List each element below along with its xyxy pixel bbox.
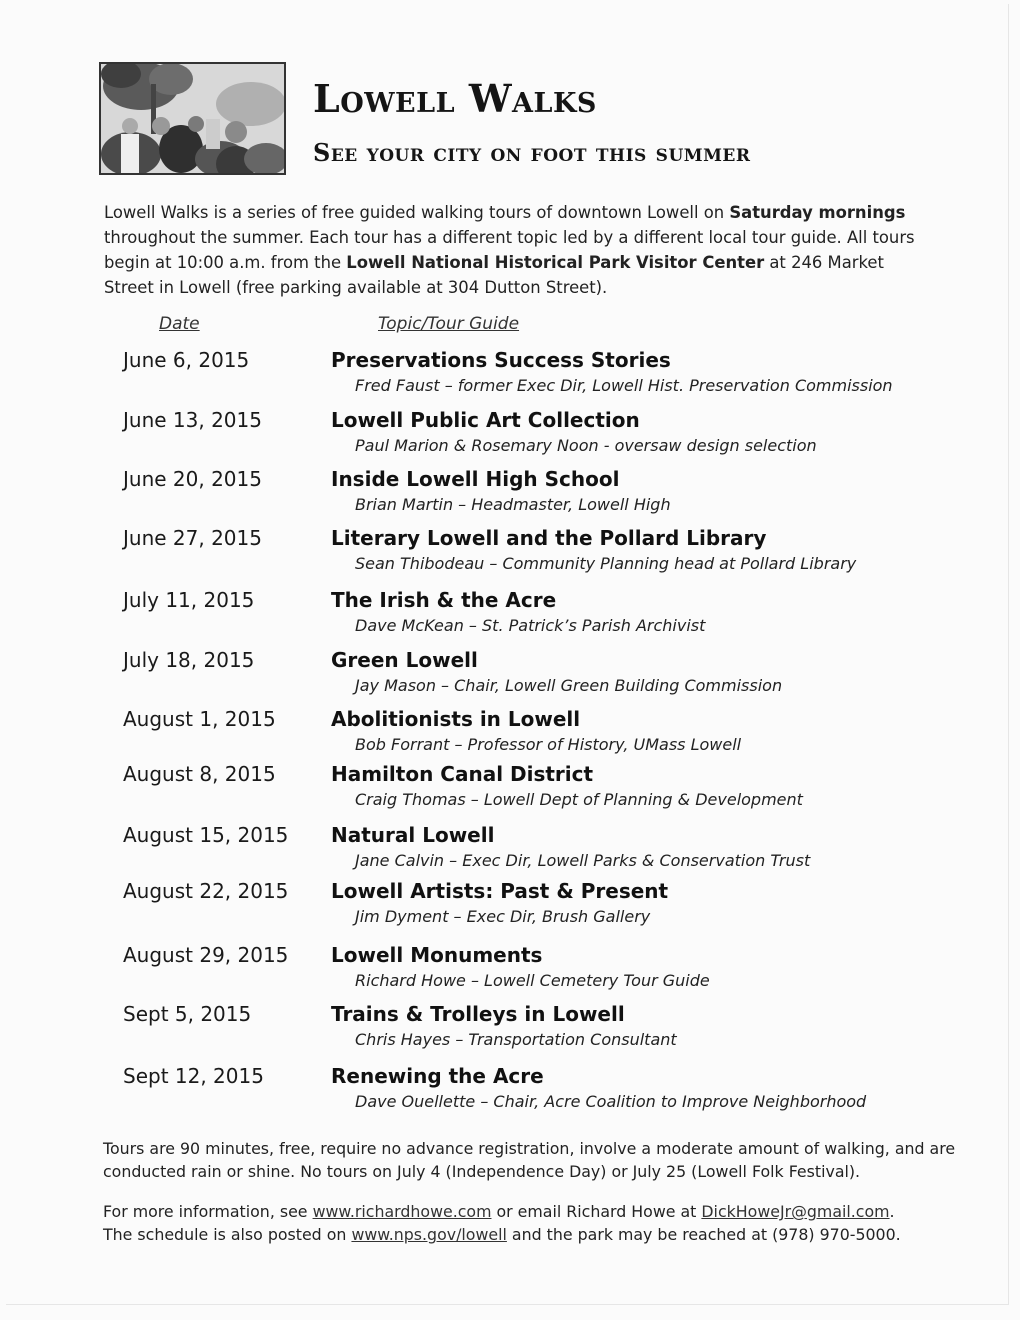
tour-guide: Sean Thibodeau – Community Planning head at Pollard Library xyxy=(355,554,857,573)
tour-guide: Jane Calvin – Exec Dir, Lowell Parks & Conservation Trust xyxy=(355,851,811,870)
intro-text-1: Lowell Walks is a series of free guided walking tours of downtown Lowell on xyxy=(104,203,730,222)
page-subtitle: See your city on foot this summer xyxy=(313,138,751,167)
intro-text-3: at 246 Market Street in Lowell (free parking available at 304 Dutton Street). xyxy=(104,253,884,297)
intro-text-2: throughout the summer. Each tour has a different topic led by a different local tour guide. All tours begin at 10:00 a.m. from the xyxy=(104,228,915,272)
schedule-posted-text: The schedule is also posted on xyxy=(103,1225,352,1244)
intro-paragraph xyxy=(104,200,934,300)
tour-date: Sept 5, 2015 xyxy=(123,1002,252,1026)
crowd-photo xyxy=(99,62,286,175)
tour-date: June 20, 2015 xyxy=(123,467,262,491)
tour-guide: Richard Howe – Lowell Cemetery Tour Guide xyxy=(355,971,710,990)
tour-guide: Dave Ouellette – Chair, Acre Coalition to Improve Neighborhood xyxy=(355,1092,867,1111)
tour-topic: Natural Lowell xyxy=(331,823,495,847)
tour-guide: Dave McKean – St. Patrick’s Parish Archivist xyxy=(355,616,706,635)
tour-date: August 29, 2015 xyxy=(123,943,289,967)
tour-date: August 8, 2015 xyxy=(123,762,276,786)
tour-guide: Chris Hayes – Transportation Consultant xyxy=(355,1030,677,1049)
tour-topic: Lowell Monuments xyxy=(331,943,543,967)
tours-note: Tours are 90 minutes, free, require no advance registration, involve a moderate amount of walking, and are conducted rain or shine. No tours on July 4 (Independence Day) or July 25 (Lowell Folk Festival). xyxy=(103,1139,956,1181)
tour-topic: Literary Lowell and the Pollard Library xyxy=(331,526,767,550)
website-link[interactable]: www.richardhowe.com xyxy=(312,1202,492,1221)
tour-topic: Abolitionists in Lowell xyxy=(331,707,581,731)
page-title: Lowell Walks xyxy=(313,76,597,121)
tour-date: July 11, 2015 xyxy=(123,588,255,612)
tour-guide: Fred Faust – former Exec Dir, Lowell Hist. Preservation Commission xyxy=(355,376,893,395)
tour-topic: Trains & Trolleys in Lowell xyxy=(331,1002,625,1026)
date-column-header: Date xyxy=(159,314,200,334)
tour-date: June 6, 2015 xyxy=(123,348,250,372)
tour-topic: The Irish & the Acre xyxy=(331,588,557,612)
email-text: or email Richard Howe at xyxy=(491,1202,702,1221)
tour-date: August 1, 2015 xyxy=(123,707,276,731)
topic-column-header: Topic/Tour Guide xyxy=(378,314,520,334)
tour-guide: Craig Thomas – Lowell Dept of Planning & Development xyxy=(355,790,803,809)
nps-link[interactable]: www.nps.gov/lowell xyxy=(351,1225,507,1244)
tour-date: June 27, 2015 xyxy=(123,526,262,550)
tour-topic: Preservations Success Stories xyxy=(331,348,671,372)
tour-topic: Inside Lowell High School xyxy=(331,467,620,491)
tour-topic: Lowell Public Art Collection xyxy=(331,408,640,432)
email-suffix: . xyxy=(889,1202,895,1221)
tour-guide: Paul Marion & Rosemary Noon - oversaw design selection xyxy=(355,436,817,455)
email-link[interactable]: DickHoweJr@gmail.com xyxy=(701,1202,890,1221)
contact-info xyxy=(103,1200,963,1246)
phone-text: and the park may be reached at (978) 970-5000. xyxy=(506,1225,901,1244)
tour-date: August 15, 2015 xyxy=(123,823,289,847)
tour-guide: Bob Forrant – Professor of History, UMass Lowell xyxy=(355,735,742,754)
tour-guide: Brian Martin – Headmaster, Lowell High xyxy=(355,495,671,514)
tour-topic: Renewing the Acre xyxy=(331,1064,544,1088)
tour-guide: Jim Dyment – Exec Dir, Brush Gallery xyxy=(355,907,651,926)
tour-guide: Jay Mason – Chair, Lowell Green Building Commission xyxy=(355,676,783,695)
tour-date: August 22, 2015 xyxy=(123,879,289,903)
more-info-text: For more information, see xyxy=(103,1202,313,1221)
tour-topic: Green Lowell xyxy=(331,648,478,672)
tour-topic: Lowell Artists: Past & Present xyxy=(331,879,669,903)
intro-bold-2: Lowell National Historical Park Visitor Center xyxy=(346,253,765,272)
tour-date: Sept 12, 2015 xyxy=(123,1064,264,1088)
tour-date: July 18, 2015 xyxy=(123,648,255,672)
tour-date: June 13, 2015 xyxy=(123,408,262,432)
tour-topic: Hamilton Canal District xyxy=(331,762,594,786)
intro-bold-1: Saturday mornings xyxy=(729,203,906,222)
